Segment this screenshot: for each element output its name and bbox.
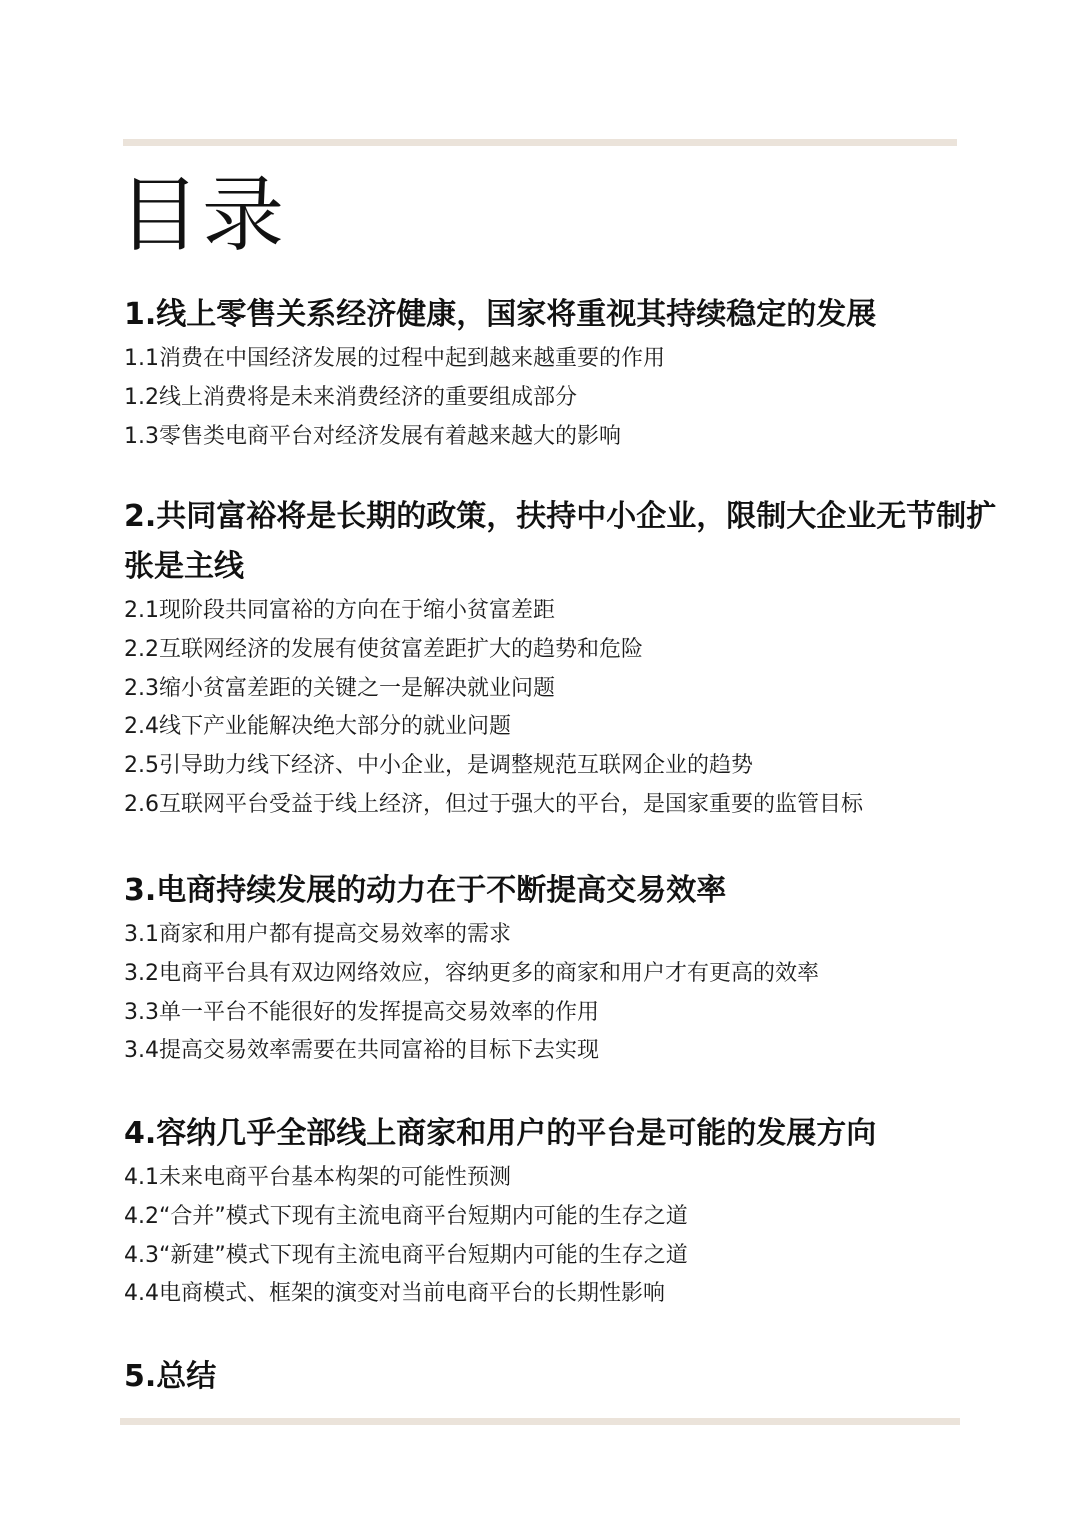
subsection-item: 1.3零售类电商平台对经济发展有着越来越大的影响 [124,423,621,449]
subsection-item: 2.1现阶段共同富裕的方向在于缩小贫富差距 [124,598,555,623]
subsection-item: 2.4线下产业能解决绝大部分的就业问题 [124,714,511,740]
subsection-item: 2.3缩小贫富差距的关键之一是解决就业问题 [124,675,555,701]
subsection-item: 3.4提高交易效率需要在共同富裕的目标下去实现 [124,1038,599,1064]
subsection-item: 4.1未来电商平台基本构架的可能性预测 [124,1165,511,1190]
toc-section-5 [124,1352,1024,1402]
subsection-item: 3.2电商平台具有双边网络效应，容纳更多的商家和用户才有更高的效率 [124,960,819,986]
subsection-item: 3.1商家和用户都有提高交易效率的需求 [124,922,511,947]
top-divider [123,139,957,146]
section-heading: 3.电商持续发展的动力在于不断提高交易效率 [124,873,727,908]
subsection-list [124,340,1024,456]
subsection-list [124,592,1014,825]
section-heading: 1.线上零售关系经济健康，国家将重视其持续稳定的发展 [124,297,877,332]
subsection-item: 2.6互联网平台受益于线上经济，但过于强大的平台，是国家重要的监管目标 [124,791,863,817]
subsection-item: 2.5引导助力线下经济、中小企业，是调整规范互联网企业的趋势 [124,753,753,779]
toc-section-3 [124,866,1024,1071]
subsection-item: 4.2“合并”模式下现有主流电商平台短期内可能的生存之道 [124,1203,688,1229]
bottom-divider [120,1418,960,1425]
section-heading: 2.共同富裕将是长期的政策，扶持中小企业，限制大企业无节制扩张是主线 [124,499,997,584]
subsection-item: 1.1消费在中国经济发展的过程中起到越来越重要的作用 [124,346,665,371]
subsection-item: 4.3“新建”模式下现有主流电商平台短期内可能的生存之道 [124,1242,688,1268]
subsection-item: 1.2线上消费将是未来消费经济的重要组成部分 [124,384,577,410]
subsection-list [124,916,1024,1071]
toc-section-1 [124,290,1024,456]
section-heading: 4.容纳几乎全部线上商家和用户的平台是可能的发展方向 [124,1116,877,1151]
subsection-item: 4.4电商模式、框架的演变对当前电商平台的长期性影响 [124,1281,665,1307]
page-title: 目录 [118,168,287,263]
toc-section-2 [124,492,1014,825]
subsection-list [124,1159,1024,1314]
subsection-item: 3.3单一平台不能很好的发挥提高交易效率的作用 [124,999,599,1025]
toc-section-4 [124,1109,1024,1314]
subsection-item: 2.2互联网经济的发展有使贫富差距扩大的趋势和危险 [124,636,643,662]
section-heading: 5.总结 [124,1359,217,1394]
